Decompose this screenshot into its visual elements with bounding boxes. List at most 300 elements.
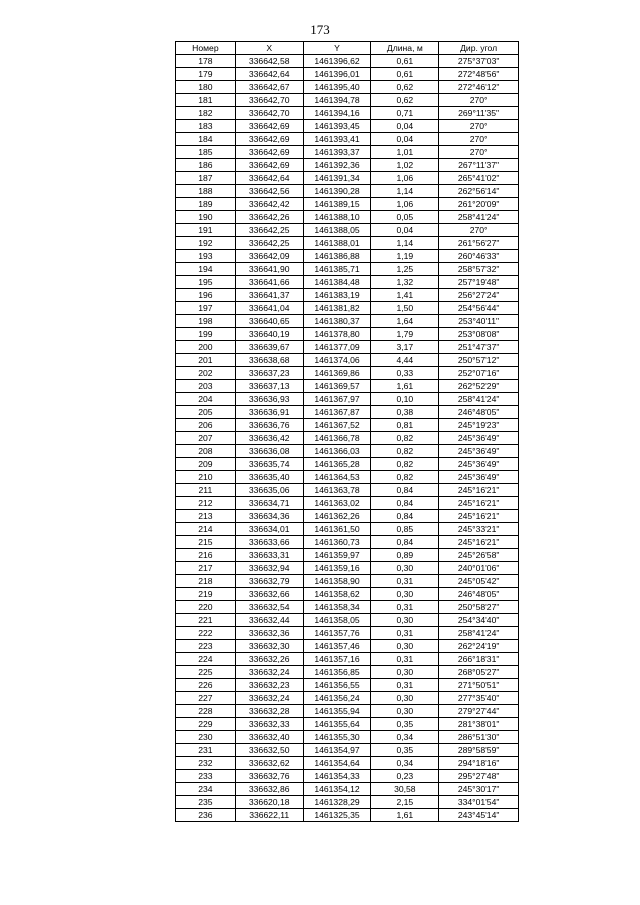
cell-number: 224: [176, 653, 236, 666]
table-row: [176, 94, 519, 107]
cell-x: 336632,79: [235, 575, 303, 588]
cell-x: 336632,44: [235, 614, 303, 627]
cell-number: 223: [176, 640, 236, 653]
cell-y: 1461386,88: [303, 250, 371, 263]
cell-length: 1,14: [371, 237, 439, 250]
table-row: [176, 588, 519, 601]
cell-number: 233: [176, 770, 236, 783]
cell-direction-angle: 271°50'51": [439, 679, 519, 692]
cell-direction-angle: 289°58'59": [439, 744, 519, 757]
cell-direction-angle: 262°24'19": [439, 640, 519, 653]
cell-number: 207: [176, 432, 236, 445]
table-row: [176, 796, 519, 809]
cell-length: 1,61: [371, 380, 439, 393]
cell-direction-angle: 270°: [439, 224, 519, 237]
cell-number: 184: [176, 133, 236, 146]
table-row: [176, 497, 519, 510]
cell-y: 1461355,64: [303, 718, 371, 731]
cell-x: 336636,93: [235, 393, 303, 406]
cell-number: 183: [176, 120, 236, 133]
cell-number: 205: [176, 406, 236, 419]
cell-x: 336632,66: [235, 588, 303, 601]
cell-y: 1461366,03: [303, 445, 371, 458]
table-row: [176, 471, 519, 484]
cell-x: 336632,36: [235, 627, 303, 640]
cell-number: 232: [176, 757, 236, 770]
cell-x: 336632,50: [235, 744, 303, 757]
cell-length: 0,82: [371, 471, 439, 484]
cell-direction-angle: 334°01'54": [439, 796, 519, 809]
cell-number: 202: [176, 367, 236, 380]
cell-x: 336632,33: [235, 718, 303, 731]
cell-length: 30,58: [371, 783, 439, 796]
cell-x: 336642,25: [235, 237, 303, 250]
table-row: [176, 55, 519, 68]
cell-number: 195: [176, 276, 236, 289]
table-row: [176, 107, 519, 120]
cell-x: 336632,62: [235, 757, 303, 770]
table-row: [176, 562, 519, 575]
table-row: [176, 692, 519, 705]
cell-number: 214: [176, 523, 236, 536]
cell-direction-angle: 253°40'11": [439, 315, 519, 328]
cell-x: 336639,67: [235, 341, 303, 354]
table-row: [176, 783, 519, 796]
cell-x: 336634,01: [235, 523, 303, 536]
cell-direction-angle: 266°18'31": [439, 653, 519, 666]
page-number: 173: [310, 22, 330, 37]
cell-x: 336632,24: [235, 692, 303, 705]
cell-y: 1461356,85: [303, 666, 371, 679]
table-row: [176, 289, 519, 302]
cell-x: 336637,23: [235, 367, 303, 380]
cell-length: 1,61: [371, 809, 439, 822]
cell-direction-angle: 254°56'44": [439, 302, 519, 315]
table-row: [176, 614, 519, 627]
cell-length: 0,61: [371, 68, 439, 81]
cell-length: 0,34: [371, 731, 439, 744]
table-row: [176, 549, 519, 562]
table-row: [176, 211, 519, 224]
table-row: [176, 146, 519, 159]
cell-y: 1461384,48: [303, 276, 371, 289]
cell-y: 1461393,45: [303, 120, 371, 133]
cell-number: 194: [176, 263, 236, 276]
cell-x: 336636,08: [235, 445, 303, 458]
cell-length: 0,61: [371, 55, 439, 68]
cell-direction-angle: 269°11'35": [439, 107, 519, 120]
cell-y: 1461391,34: [303, 172, 371, 185]
cell-x: 336642,67: [235, 81, 303, 94]
cell-length: 0,82: [371, 445, 439, 458]
cell-direction-angle: 243°45'14": [439, 809, 519, 822]
table-row: [176, 770, 519, 783]
cell-length: 1,06: [371, 172, 439, 185]
cell-x: 336640,19: [235, 328, 303, 341]
cell-direction-angle: 246°48'05": [439, 588, 519, 601]
cell-direction-angle: 277°35'40": [439, 692, 519, 705]
cell-length: 0,35: [371, 718, 439, 731]
cell-y: 1461358,90: [303, 575, 371, 588]
table-header-row: [176, 42, 519, 55]
cell-number: 211: [176, 484, 236, 497]
table-row: [176, 484, 519, 497]
cell-y: 1461367,97: [303, 393, 371, 406]
cell-y: 1461383,19: [303, 289, 371, 302]
cell-y: 1461355,30: [303, 731, 371, 744]
cell-direction-angle: 251°47'37": [439, 341, 519, 354]
cell-direction-angle: 245°30'17": [439, 783, 519, 796]
table-row: [176, 627, 519, 640]
cell-y: 1461393,41: [303, 133, 371, 146]
cell-x: 336638,68: [235, 354, 303, 367]
header-direction-angle: Дир. угол: [439, 42, 519, 55]
cell-x: 336636,91: [235, 406, 303, 419]
table-row: [176, 536, 519, 549]
table-row: [176, 250, 519, 263]
cell-x: 336632,30: [235, 640, 303, 653]
cell-length: 0,81: [371, 419, 439, 432]
cell-x: 336642,56: [235, 185, 303, 198]
cell-direction-angle: 245°33'21": [439, 523, 519, 536]
table-row: [176, 185, 519, 198]
cell-y: 1461381,82: [303, 302, 371, 315]
table-row: [176, 679, 519, 692]
cell-x: 336636,42: [235, 432, 303, 445]
cell-number: 222: [176, 627, 236, 640]
cell-direction-angle: 261°56'27": [439, 237, 519, 250]
cell-direction-angle: 245°26'58": [439, 549, 519, 562]
cell-y: 1461356,24: [303, 692, 371, 705]
cell-y: 1461358,62: [303, 588, 371, 601]
table-row: [176, 328, 519, 341]
cell-y: 1461362,26: [303, 510, 371, 523]
cell-length: 3,17: [371, 341, 439, 354]
cell-direction-angle: 245°05'42": [439, 575, 519, 588]
cell-number: 220: [176, 601, 236, 614]
cell-number: 235: [176, 796, 236, 809]
table-row: [176, 276, 519, 289]
cell-length: 0,89: [371, 549, 439, 562]
cell-number: 181: [176, 94, 236, 107]
cell-y: 1461358,05: [303, 614, 371, 627]
cell-length: 0,84: [371, 497, 439, 510]
cell-x: 336620,18: [235, 796, 303, 809]
cell-length: 1,50: [371, 302, 439, 315]
cell-x: 336632,40: [235, 731, 303, 744]
cell-direction-angle: 245°36'49": [439, 458, 519, 471]
cell-x: 336622,11: [235, 809, 303, 822]
table-row: [176, 705, 519, 718]
cell-y: 1461396,62: [303, 55, 371, 68]
table-row: [176, 406, 519, 419]
cell-direction-angle: 250°57'12": [439, 354, 519, 367]
table-row: [176, 120, 519, 133]
cell-length: 0,30: [371, 666, 439, 679]
cell-y: 1461365,28: [303, 458, 371, 471]
cell-number: 209: [176, 458, 236, 471]
cell-length: 0,05: [371, 211, 439, 224]
cell-y: 1461369,86: [303, 367, 371, 380]
table-row: [176, 68, 519, 81]
cell-number: 192: [176, 237, 236, 250]
cell-number: 193: [176, 250, 236, 263]
cell-y: 1461385,71: [303, 263, 371, 276]
cell-number: 187: [176, 172, 236, 185]
cell-length: 2,15: [371, 796, 439, 809]
cell-direction-angle: 279°27'44": [439, 705, 519, 718]
cell-x: 336636,76: [235, 419, 303, 432]
cell-direction-angle: 262°56'14": [439, 185, 519, 198]
cell-y: 1461354,12: [303, 783, 371, 796]
cell-x: 336632,28: [235, 705, 303, 718]
cell-number: 197: [176, 302, 236, 315]
cell-number: 208: [176, 445, 236, 458]
cell-x: 336641,04: [235, 302, 303, 315]
cell-direction-angle: 265°41'02": [439, 172, 519, 185]
cell-direction-angle: 253°08'08": [439, 328, 519, 341]
cell-x: 336635,40: [235, 471, 303, 484]
cell-length: 1,32: [371, 276, 439, 289]
cell-y: 1461394,16: [303, 107, 371, 120]
cell-length: 0,34: [371, 757, 439, 770]
cell-number: 199: [176, 328, 236, 341]
cell-length: 1,19: [371, 250, 439, 263]
cell-y: 1461393,37: [303, 146, 371, 159]
cell-y: 1461363,02: [303, 497, 371, 510]
cell-x: 336642,64: [235, 172, 303, 185]
table-row: [176, 380, 519, 393]
cell-x: 336642,09: [235, 250, 303, 263]
cell-y: 1461357,46: [303, 640, 371, 653]
cell-number: 230: [176, 731, 236, 744]
cell-direction-angle: 260°46'33": [439, 250, 519, 263]
cell-y: 1461361,50: [303, 523, 371, 536]
cell-direction-angle: 275°37'03": [439, 55, 519, 68]
table-row: [176, 172, 519, 185]
cell-number: 227: [176, 692, 236, 705]
cell-x: 336635,06: [235, 484, 303, 497]
cell-y: 1461360,73: [303, 536, 371, 549]
table-row: [176, 315, 519, 328]
cell-number: 212: [176, 497, 236, 510]
cell-y: 1461367,87: [303, 406, 371, 419]
cell-y: 1461359,16: [303, 562, 371, 575]
cell-y: 1461374,06: [303, 354, 371, 367]
cell-length: 0,30: [371, 588, 439, 601]
cell-y: 1461355,94: [303, 705, 371, 718]
cell-number: 188: [176, 185, 236, 198]
cell-direction-angle: 295°27'48": [439, 770, 519, 783]
cell-direction-angle: 286°51'30": [439, 731, 519, 744]
cell-x: 336632,23: [235, 679, 303, 692]
table-row: [176, 159, 519, 172]
cell-number: 210: [176, 471, 236, 484]
cell-x: 336641,66: [235, 276, 303, 289]
cell-direction-angle: 272°46'12": [439, 81, 519, 94]
table-row: [176, 263, 519, 276]
cell-length: 0,62: [371, 94, 439, 107]
cell-direction-angle: 256°27'24": [439, 289, 519, 302]
cell-number: 191: [176, 224, 236, 237]
cell-length: 0,30: [371, 692, 439, 705]
cell-number: 204: [176, 393, 236, 406]
coordinates-table: [175, 41, 519, 822]
table-row: [176, 744, 519, 757]
cell-y: 1461367,52: [303, 419, 371, 432]
table-body: [176, 55, 519, 822]
cell-length: 0,85: [371, 523, 439, 536]
cell-length: 0,84: [371, 510, 439, 523]
cell-y: 1461395,40: [303, 81, 371, 94]
cell-x: 336642,69: [235, 159, 303, 172]
cell-x: 336642,69: [235, 146, 303, 159]
cell-number: 190: [176, 211, 236, 224]
cell-length: 1,64: [371, 315, 439, 328]
cell-y: 1461354,33: [303, 770, 371, 783]
cell-direction-angle: 261°20'09": [439, 198, 519, 211]
cell-y: 1461388,05: [303, 224, 371, 237]
cell-number: 217: [176, 562, 236, 575]
cell-y: 1461359,97: [303, 549, 371, 562]
cell-length: 1,41: [371, 289, 439, 302]
cell-x: 336642,26: [235, 211, 303, 224]
cell-x: 336642,69: [235, 133, 303, 146]
table-row: [176, 458, 519, 471]
table-row: [176, 640, 519, 653]
cell-x: 336633,31: [235, 549, 303, 562]
table-row: [176, 198, 519, 211]
cell-x: 336642,25: [235, 224, 303, 237]
cell-length: 0,31: [371, 627, 439, 640]
cell-x: 336640,65: [235, 315, 303, 328]
cell-x: 336632,24: [235, 666, 303, 679]
cell-number: 225: [176, 666, 236, 679]
cell-x: 336633,66: [235, 536, 303, 549]
cell-y: 1461354,64: [303, 757, 371, 770]
cell-y: 1461369,57: [303, 380, 371, 393]
header-x: X: [235, 42, 303, 55]
cell-length: 0,31: [371, 679, 439, 692]
cell-direction-angle: 281°38'01": [439, 718, 519, 731]
cell-length: 0,04: [371, 133, 439, 146]
cell-number: 226: [176, 679, 236, 692]
cell-length: 0,04: [371, 120, 439, 133]
cell-length: 0,30: [371, 640, 439, 653]
cell-number: 215: [176, 536, 236, 549]
cell-length: 0,33: [371, 367, 439, 380]
cell-x: 336641,37: [235, 289, 303, 302]
cell-y: 1461363,78: [303, 484, 371, 497]
table-row: [176, 731, 519, 744]
cell-direction-angle: 245°36'49": [439, 432, 519, 445]
cell-x: 336642,42: [235, 198, 303, 211]
cell-y: 1461388,01: [303, 237, 371, 250]
cell-direction-angle: 272°48'56": [439, 68, 519, 81]
cell-y: 1461354,97: [303, 744, 371, 757]
cell-direction-angle: 270°: [439, 133, 519, 146]
cell-y: 1461388,10: [303, 211, 371, 224]
table-row: [176, 445, 519, 458]
cell-x: 336642,64: [235, 68, 303, 81]
cell-length: 0,82: [371, 458, 439, 471]
cell-direction-angle: 245°16'21": [439, 510, 519, 523]
cell-number: 186: [176, 159, 236, 172]
cell-direction-angle: 294°18'16": [439, 757, 519, 770]
cell-y: 1461396,01: [303, 68, 371, 81]
table-row: [176, 302, 519, 315]
cell-number: 189: [176, 198, 236, 211]
cell-direction-angle: 258°41'24": [439, 627, 519, 640]
cell-direction-angle: 268°05'27": [439, 666, 519, 679]
cell-x: 336641,90: [235, 263, 303, 276]
cell-y: 1461394,78: [303, 94, 371, 107]
cell-direction-angle: 245°36'49": [439, 445, 519, 458]
cell-length: 0,23: [371, 770, 439, 783]
cell-x: 336637,13: [235, 380, 303, 393]
cell-number: 196: [176, 289, 236, 302]
table-row: [176, 432, 519, 445]
cell-direction-angle: 262°52'29": [439, 380, 519, 393]
cell-number: 185: [176, 146, 236, 159]
cell-number: 221: [176, 614, 236, 627]
cell-length: 0,10: [371, 393, 439, 406]
cell-direction-angle: 245°36'49": [439, 471, 519, 484]
header-y: Y: [303, 42, 371, 55]
cell-x: 336634,36: [235, 510, 303, 523]
cell-length: 0,31: [371, 601, 439, 614]
cell-length: 0,82: [371, 432, 439, 445]
cell-direction-angle: 267°11'37": [439, 159, 519, 172]
cell-direction-angle: 252°07'16": [439, 367, 519, 380]
cell-direction-angle: 258°41'24": [439, 211, 519, 224]
cell-number: 219: [176, 588, 236, 601]
table-row: [176, 393, 519, 406]
cell-direction-angle: 245°19'23": [439, 419, 519, 432]
cell-length: 1,25: [371, 263, 439, 276]
cell-y: 1461380,37: [303, 315, 371, 328]
cell-number: 236: [176, 809, 236, 822]
cell-number: 201: [176, 354, 236, 367]
cell-length: 0,84: [371, 536, 439, 549]
table-row: [176, 81, 519, 94]
cell-y: 1461358,34: [303, 601, 371, 614]
cell-number: 218: [176, 575, 236, 588]
cell-length: 0,31: [371, 575, 439, 588]
cell-length: 0,35: [371, 744, 439, 757]
header-length: Длина, м: [371, 42, 439, 55]
cell-direction-angle: 258°57'32": [439, 263, 519, 276]
cell-y: 1461325,35: [303, 809, 371, 822]
cell-x: 336634,71: [235, 497, 303, 510]
cell-direction-angle: 270°: [439, 146, 519, 159]
cell-length: 1,01: [371, 146, 439, 159]
cell-y: 1461390,28: [303, 185, 371, 198]
table-row: [176, 354, 519, 367]
cell-direction-angle: 254°34'40": [439, 614, 519, 627]
cell-direction-angle: 258°41'24": [439, 393, 519, 406]
table-row: [176, 575, 519, 588]
cell-number: 182: [176, 107, 236, 120]
cell-x: 336642,58: [235, 55, 303, 68]
cell-number: 203: [176, 380, 236, 393]
cell-direction-angle: 270°: [439, 120, 519, 133]
cell-direction-angle: 246°48'05": [439, 406, 519, 419]
table-row: [176, 341, 519, 354]
table-row: [176, 419, 519, 432]
header-number: Номер: [176, 42, 236, 55]
cell-number: 200: [176, 341, 236, 354]
